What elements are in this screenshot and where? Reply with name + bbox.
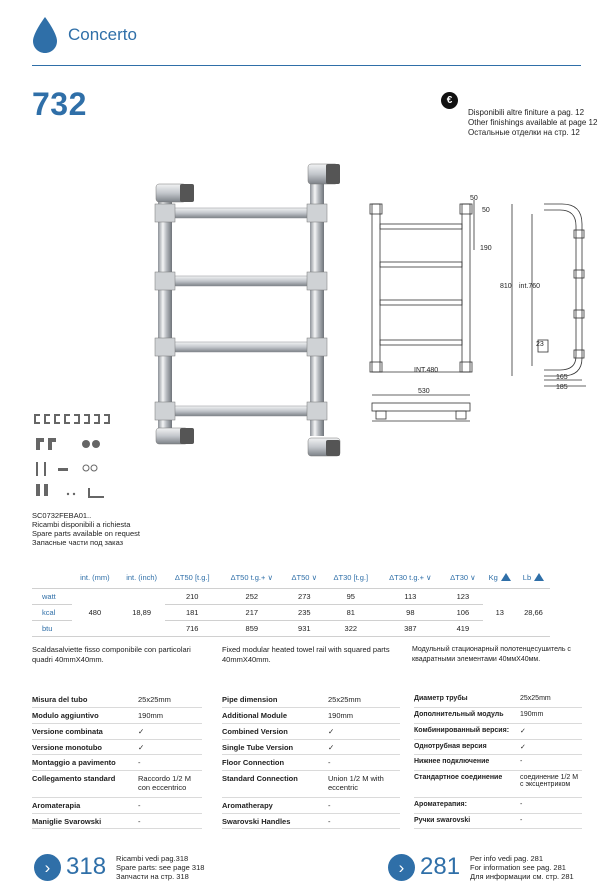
spec-table-it [32, 692, 202, 829]
table-row: Pipe dimension 25x25mm [222, 692, 400, 708]
brand-name: Concerto [68, 25, 137, 44]
table-row: Ароматерапия: - [414, 797, 582, 813]
top-view-drawing [362, 385, 502, 433]
table-row: watt 480 18,89 210 252 273 95 113 123 13 28,66 [32, 588, 550, 604]
info-page-text: Per info vedi pag. 281 For information see pag. 281 Для информации см. стр. 281 [470, 853, 574, 881]
table-row: Maniglie Svarowski - [32, 813, 202, 829]
spare-parts-page-number: 318 [66, 853, 107, 880]
col-dt30-tg: ΔT30 [t.g.] [333, 573, 369, 583]
water-drop-icon [30, 15, 60, 55]
spec-table-ru [414, 692, 582, 829]
dim-height-int: int.760 [519, 283, 541, 290]
table-row: Versione combinata ✓ [32, 723, 202, 739]
table-row: Стандартное соединение соединение 1/2 M с эксцентриком [414, 770, 582, 797]
dim-int-width: INT.480 [414, 367, 439, 374]
dim-top-a: 50 [470, 195, 478, 202]
col-int-inch: int. (inch) [126, 573, 158, 583]
spare-parts-icons [32, 410, 122, 504]
table-row: kcal 181 217 235 81 98 106 [32, 604, 550, 620]
description-en: Fixed modular heated towel rail with squared parts 40mmX40mm. [222, 645, 390, 664]
dim-depth-a: 165 [556, 374, 568, 381]
table-row: Дополнительный модуль 190mm [414, 708, 582, 724]
dim-offset: 23 [536, 341, 544, 348]
euro-finish-icon: € [441, 92, 458, 109]
table-row: Combined Version ✓ [222, 723, 400, 739]
col-dt50-tg: ΔT50 [t.g.] [174, 573, 210, 583]
table-row: Aromatherapy - [222, 797, 400, 813]
table-row: Диаметр трубы 25x25mm [414, 692, 582, 708]
chevron-right-icon: › [34, 854, 61, 881]
table-row: Misura del tubo 25x25mm [32, 692, 202, 708]
col-dt50-tgv: ΔT50 t.g.+ ∨ [230, 573, 273, 583]
table-row: Ручки swarovski - [414, 813, 582, 829]
table-row: Collegamento standard Raccordo 1/2 M con eccentrico [32, 770, 202, 797]
dim-width-total: 530 [418, 388, 430, 395]
table-row: Floor Connection - [222, 755, 400, 771]
table-row: Standard Connection Union 1/2 M with eccentric [222, 770, 400, 797]
col-kg: Kg [483, 568, 517, 588]
col-dt30-tgv: ΔT30 t.g.+ ∨ [389, 573, 432, 583]
dim-depth-b: 185 [556, 384, 568, 390]
table-row: Swarovski Handles - [222, 813, 400, 829]
performance-table [32, 568, 550, 637]
dim-pitch: 190 [480, 245, 492, 252]
dim-height-total: 810 [500, 283, 512, 290]
dim-top-b: 50 [482, 207, 490, 214]
weight-triangle-icon [501, 573, 511, 581]
table-row: Нижнее подключение - [414, 755, 582, 771]
finishes-note: Disponibili altre finiture a pag. 12 Other finishings available at page 12 Остальные отделки на стр. 12 [468, 108, 598, 137]
spare-parts-note: SC0732FEBA01.. Ricambi disponibili a richiesta Spare parts available on request Запасные части под заказ [32, 511, 140, 547]
spare-parts-page-link[interactable] [34, 853, 204, 881]
table-row: Однотрубная версия ✓ [414, 739, 582, 755]
col-dt30-v: ΔT30 ∨ [450, 573, 476, 583]
towel-rail-photo [150, 162, 346, 464]
table-row: Montaggio a pavimento - [32, 755, 202, 771]
side-view-drawing [500, 190, 590, 390]
description-ru: Модульный стационарный полотенцесушитель с квадратными элементами 40ммX40мм. [412, 646, 571, 663]
table-row: Additional Module 190mm [222, 708, 400, 724]
table-row: Aromaterapia - [32, 797, 202, 813]
front-view-drawing [362, 190, 502, 386]
col-dt50-v: ΔT50 ∨ [291, 573, 318, 583]
spec-table-en [222, 692, 400, 829]
table-row: btu 716 859 931 322 387 419 [32, 620, 550, 636]
description-it: Scaldasalviette fisso componibile con particolari quadri 40mmX40mm. [32, 645, 191, 664]
info-page-number: 281 [420, 853, 461, 880]
table-row: Single Tube Version ✓ [222, 739, 400, 755]
info-page-link[interactable] [388, 853, 574, 881]
table-row: Modulo aggiuntivo 190mm [32, 708, 202, 724]
table-row: Versione monotubo ✓ [32, 739, 202, 755]
header-divider [32, 65, 581, 66]
model-number: 732 [32, 86, 87, 122]
col-lb: Lb [517, 568, 550, 588]
table-row: Комбинированный версия: ✓ [414, 723, 582, 739]
col-int-mm: int. (mm) [80, 573, 110, 583]
brand-header [30, 10, 137, 60]
chevron-right-icon: › [388, 854, 415, 881]
weight-triangle-icon [534, 573, 544, 581]
spare-parts-page-text: Ricambi vedi pag.318 Spare parts: see page 318 Запчасти на стр. 318 [116, 853, 205, 881]
